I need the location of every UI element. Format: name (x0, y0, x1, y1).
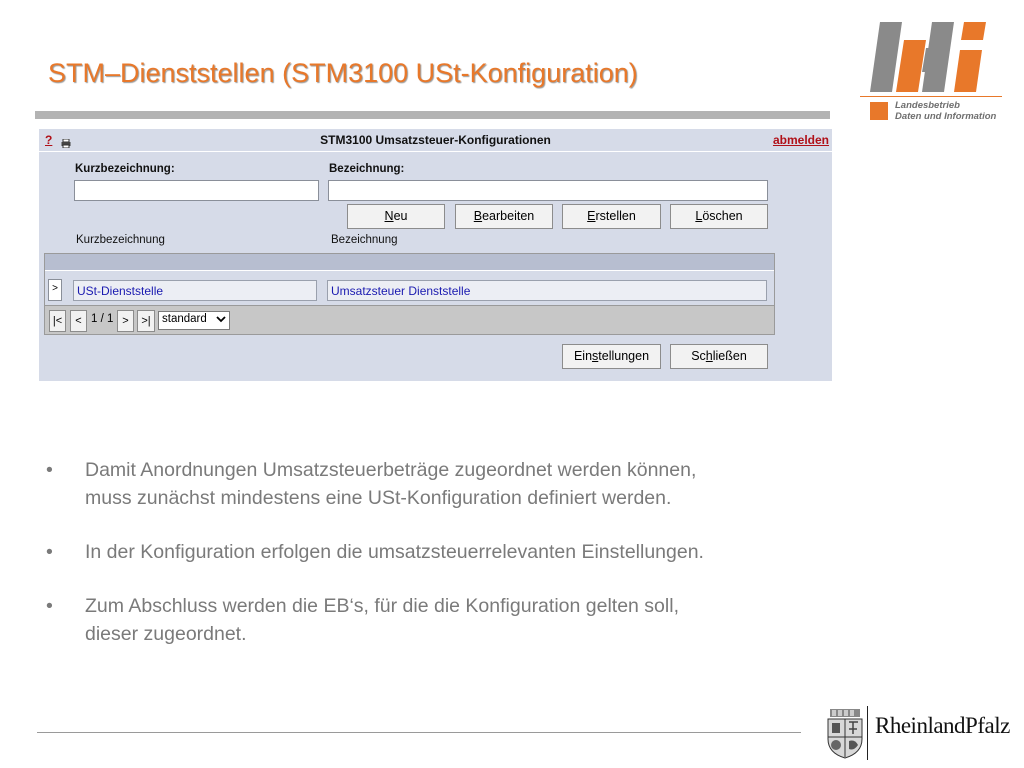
logo-underline (860, 96, 1002, 97)
column-header-short: Kurzbezeichnung (76, 234, 165, 246)
close-button-mnemonic: h (705, 349, 713, 363)
titlebar-divider (39, 151, 832, 152)
view-select-value: standard (162, 313, 207, 325)
delete-button-mnemonic: L (695, 209, 703, 223)
edit-button[interactable] (455, 204, 553, 229)
create-button-mnemonic: E (587, 209, 596, 223)
name-label: Bezeichnung: (329, 163, 405, 175)
row-name-cell[interactable]: Umsatzsteuer Dienststelle (327, 280, 767, 301)
ldi-logo (860, 20, 1010, 124)
result-grid (44, 253, 775, 335)
rheinland-pfalz-logo (824, 703, 1014, 763)
bullet-list (46, 456, 836, 674)
new-button-mnemonic: N (384, 209, 394, 223)
logo-line-1: Landesbetrieb (895, 100, 960, 111)
close-button-label-pre: Sc (691, 349, 706, 363)
last-page-button[interactable]: >| (137, 310, 155, 332)
settings-button-label-pre: Ein (573, 349, 593, 363)
footer-divider (37, 732, 801, 733)
short-name-label: Kurzbezeichnung: (75, 163, 175, 175)
view-select[interactable] (158, 311, 230, 330)
logout-link[interactable]: abmelden (772, 133, 829, 147)
bullet-item (46, 592, 836, 648)
logo-line-2: Daten und Information (895, 111, 997, 122)
new-button[interactable] (347, 204, 445, 229)
bullet-item (46, 538, 836, 566)
row-selector[interactable]: > (48, 279, 62, 301)
logo-subtitle (895, 100, 996, 122)
app-title: STM3100 Umsatzsteuer-Konfigurationen (320, 133, 551, 147)
app-titlebar (39, 129, 832, 151)
table-row[interactable] (45, 271, 774, 306)
edit-button-mnemonic: B (473, 209, 483, 223)
column-header-name: Bezeichnung (331, 234, 398, 246)
name-input[interactable] (328, 180, 768, 201)
delete-button-label: öschen (702, 209, 743, 223)
bullet-dot: • (46, 595, 53, 617)
settings-button[interactable] (562, 344, 661, 369)
settings-button-mnemonic: s (592, 349, 599, 363)
page-indicator: 1 / 1 (91, 313, 114, 325)
chevron-down-icon (215, 313, 227, 328)
ldi-logo-mark (860, 20, 1010, 96)
grid-header-bar (45, 254, 774, 271)
prev-page-button[interactable]: < (70, 310, 87, 332)
help-link[interactable]: ? (45, 133, 53, 147)
logo-square (870, 102, 888, 120)
create-button[interactable] (562, 204, 661, 229)
bullet-1-line-1: Damit Anordnungen Umsatzsteuerbeträge zugeordnet werden können, (85, 459, 697, 481)
bullet-dot: • (46, 459, 53, 481)
bullet-3-line-2: dieser zugeordnet. (85, 623, 247, 645)
short-name-input[interactable] (74, 180, 319, 201)
bullet-dot: • (46, 541, 53, 563)
bullet-2-line-1: In der Konfiguration erfolgen die umsatzsteuerrelevanten Einstellungen. (85, 541, 704, 563)
bullet-3-line-1: Zum Abschluss werden die EB‘s, für die die Konfiguration gelten soll, (85, 595, 679, 617)
first-page-button[interactable]: |< (49, 310, 66, 332)
app-window (39, 129, 832, 381)
coat-of-arms-icon (826, 709, 864, 759)
delete-button[interactable] (670, 204, 768, 229)
bullet-1-line-2: muss zunächst mindestens eine USt-Konfiguration definiert werden. (85, 487, 672, 509)
state-logo-text: RheinlandPfalz (875, 713, 1010, 738)
slide-title: STM–Dienststellen (STM3100 USt-Konfiguration) (48, 58, 638, 88)
next-page-button[interactable]: > (117, 310, 134, 332)
new-button-label: eu (393, 209, 408, 223)
close-button-label-post: ließen (712, 349, 747, 363)
edit-button-label: earbeiten (482, 209, 535, 223)
close-button[interactable] (670, 344, 768, 369)
create-button-label: rstellen (595, 209, 636, 223)
logo-separator (867, 706, 868, 760)
bullet-item (46, 456, 836, 512)
row-short-cell[interactable]: USt-Dienststelle (73, 280, 317, 301)
settings-button-label-post: tellungen (598, 349, 650, 363)
title-divider (35, 111, 830, 119)
